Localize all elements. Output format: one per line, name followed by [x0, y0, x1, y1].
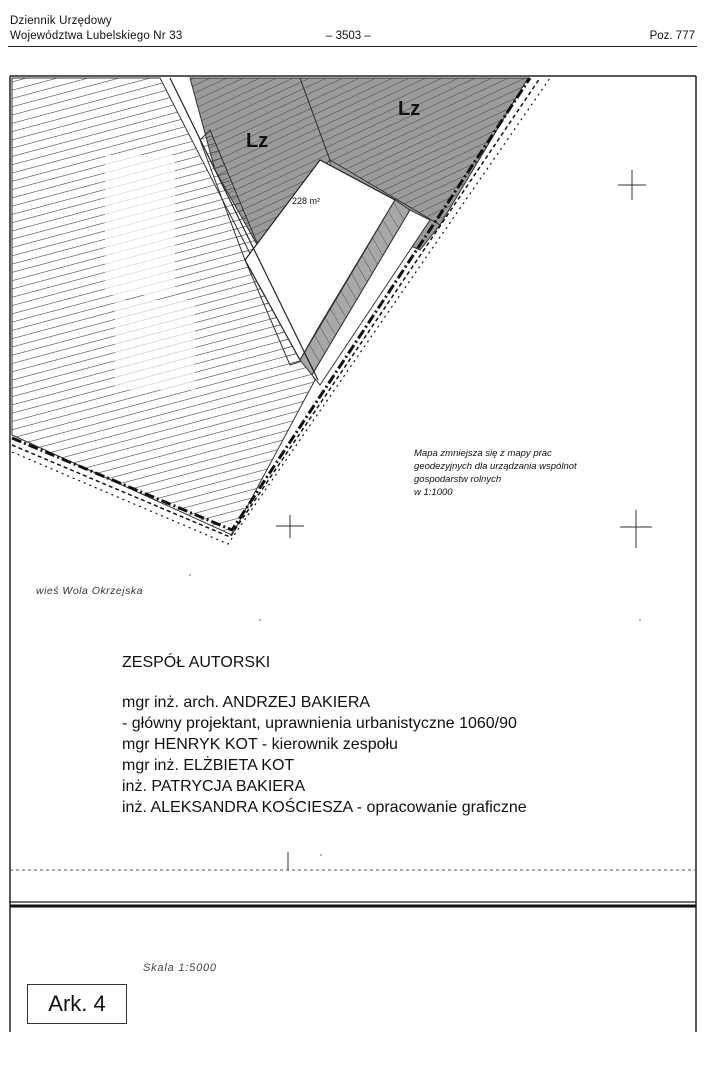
sheet-label: Ark. 4: [27, 984, 127, 1024]
author-name: ELŻBIETA KOT: [183, 757, 295, 774]
authors-title: ZESPÓŁ AUTORSKI: [122, 654, 271, 671]
author-prefix: mgr inż.: [122, 757, 184, 774]
author-line: [122, 713, 527, 734]
author-line: [122, 692, 527, 713]
author-line: [122, 776, 527, 797]
scale-label: Skala 1:5000: [143, 962, 217, 974]
author-role: - kierownik zespołu: [257, 736, 398, 753]
map-note-line: w 1:1000: [414, 487, 453, 498]
zone-label-lz: Lz: [246, 130, 269, 152]
faded-patch: [105, 155, 175, 295]
author-line: [122, 797, 527, 818]
author-prefix: mgr: [122, 736, 154, 753]
page-header: [0, 0, 707, 50]
journal-region: Województwa Lubelskiego Nr 33: [10, 30, 183, 42]
journal-name: Dziennik Urzędowy: [10, 15, 112, 27]
author-prefix: mgr inż. arch.: [122, 694, 223, 711]
map-note-line: Mapa zmniejsza się z mapy prac: [414, 448, 552, 459]
author-prefix: inż.: [122, 799, 151, 816]
author-role: - opracowanie graficzne: [352, 799, 527, 816]
author-name: HENRYK KOT: [154, 736, 258, 753]
authors-block: [122, 652, 527, 818]
planning-map: [0, 60, 707, 1040]
map-note-line: geodezyjnych dla urządzania wspólnot: [414, 461, 577, 472]
author-name: PATRYCJA BAKIERA: [151, 778, 306, 795]
map-note: [414, 447, 654, 499]
village-label: wieś Wola Okrzejska: [36, 585, 143, 597]
page-number: – 3503 –: [326, 30, 371, 42]
faded-patch: [115, 300, 195, 390]
header-rule: [8, 46, 697, 47]
author-prefix: inż.: [122, 778, 152, 795]
position-number: Poz. 777: [649, 30, 695, 42]
author-line: [122, 755, 527, 776]
zone-label-lz: Lz: [398, 98, 421, 120]
map-note-line: gospodarstw rolnych: [414, 474, 502, 485]
author-name: ANDRZEJ BAKIERA: [222, 694, 371, 711]
author-role: - główny projektant, uprawnienia urbanistyczne 1060/90: [122, 715, 517, 732]
area-label: 228 m²: [292, 196, 321, 206]
author-line: [122, 734, 527, 755]
author-name: ALEKSANDRA KOŚCIESZA: [150, 799, 353, 816]
